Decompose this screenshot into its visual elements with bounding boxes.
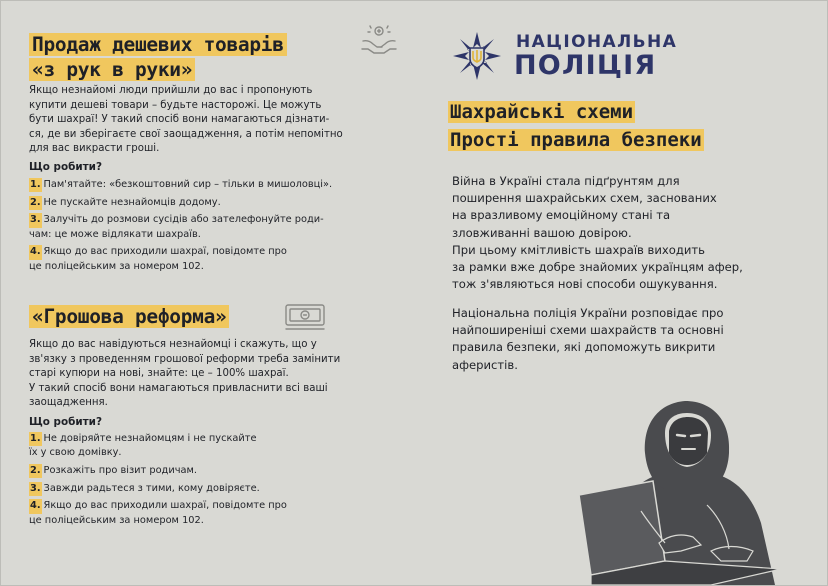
section2-list (29, 432, 409, 531)
list-item (29, 178, 409, 192)
body-line: поширення шахрайських схем, заснованих (452, 191, 717, 206)
section2-intro-line: У такий спосіб вони намагаються привласнити всі ваші (29, 382, 328, 394)
list-item (29, 482, 409, 496)
list-item (29, 213, 409, 241)
banknote-icon (283, 299, 327, 331)
list-item (29, 464, 409, 478)
list-number: 4. (29, 499, 42, 513)
list-number: 2. (29, 196, 42, 210)
body-line: зловживанні вашою довірою. (452, 225, 632, 240)
headline (448, 98, 704, 154)
list-item (29, 196, 409, 210)
section2-title (29, 304, 229, 329)
list-item (29, 245, 409, 273)
section2-intro (29, 338, 340, 411)
section1-list (29, 178, 409, 277)
body-line: найпоширеніші схеми шахрайств та основні (452, 323, 724, 338)
section2-intro-line: Якщо до вас навідуються незнайомці і скажуть, що у (29, 339, 317, 350)
list-text: Пам'ятайте: «безкоштовний сир – тільки в мишоловці». (43, 179, 333, 190)
list-number: 1. (29, 178, 42, 192)
body-line: за рамки вже добре знайомих українцям афер, (452, 260, 743, 275)
list-text: це поліцейським за номером 102. (29, 514, 204, 526)
list-text: Не довіряйте незнайомцям і не пускайте (43, 433, 257, 444)
section2-title-text: «Грошова реформа» (29, 305, 229, 328)
list-number: 4. (29, 245, 42, 259)
body-line: При цьому кмітливість шахраїв виходить (452, 242, 706, 257)
list-number: 3. (29, 213, 42, 227)
list-text: Якщо до вас приходили шахраї, повідомте про (43, 500, 287, 512)
police-emblem-icon (451, 30, 503, 82)
section2-intro-line: старі купюри на нові, знайте: це – 100% шахраї. (29, 368, 289, 380)
list-number: 3. (29, 482, 42, 496)
body-paragraph-2 (452, 305, 724, 374)
brand-line1: НАЦІОНАЛЬНА (516, 32, 678, 52)
body-line: тож з'являються нові способи ошукування. (452, 277, 718, 292)
list-number: 1. (29, 432, 42, 446)
body-paragraph-1 (452, 173, 743, 293)
section1-intro-line: купити дешеві товари – будьте насторожі. Це можуть (29, 99, 322, 111)
body-line: Війна в Україні стала підґрунтям для (452, 174, 680, 188)
section1-title (29, 32, 287, 82)
list-item (29, 432, 409, 460)
list-item (29, 499, 409, 527)
hands-coins-icon (359, 22, 399, 56)
list-text: Завжди радьтеся з тими, кому довіряєте. (43, 482, 260, 494)
section2-intro-line: зв'язку з проведенням грошової реформи треба замінити (29, 353, 341, 365)
section1-intro-line: Якщо незнайомі люди прийшли до вас і пропонують (29, 85, 313, 96)
list-number: 2. (29, 464, 42, 478)
section2-what-to-do: Що робити? (29, 416, 102, 428)
section1-what-to-do: Що робити? (29, 161, 102, 173)
section1-intro-line: бути шахраї! У такий спосіб вони намагаються дізнати- (29, 114, 330, 126)
section1-intro-line: ся, де ви зберігаєте свої заощадження, а потім непомітно (29, 128, 343, 140)
body-line: аферистів. (452, 357, 518, 372)
list-text: Залучіть до розмови сусідів або зателефонуйте роди- (43, 214, 324, 226)
list-text: це поліцейським за номером 102. (29, 260, 204, 272)
headline-line2: Прості правила безпеки (450, 129, 702, 151)
body-line: Національна поліція України розповідає про (452, 306, 724, 320)
headline-line1: Шахрайські схеми (450, 101, 634, 123)
section1-intro-line: для вас викрасти гроші. (29, 143, 160, 155)
list-text: Розкажіть про візит родичам. (43, 464, 197, 476)
section1-title-line1: Продаж дешевих товарів (29, 33, 287, 56)
brand-line2: ПОЛІЦІЯ (514, 50, 657, 81)
body-line: правила безпеки, які допоможуть викрити (452, 340, 716, 355)
section1-title-line2: «з рук в руки» (29, 58, 195, 81)
list-text: чам: це може відлякати шахраїв. (29, 228, 201, 240)
section1-intro (29, 84, 343, 157)
list-text: Не пускайте незнайомців додому. (43, 196, 221, 208)
list-text: їх у свою домівку. (29, 447, 122, 459)
body-line: на вразливому емоційному стані та (452, 208, 671, 223)
hacker-illustration (561, 393, 821, 585)
section2-intro-line: заощадження. (29, 397, 108, 409)
list-text: Якщо до вас приходили шахраї, повідомте про (43, 246, 287, 258)
